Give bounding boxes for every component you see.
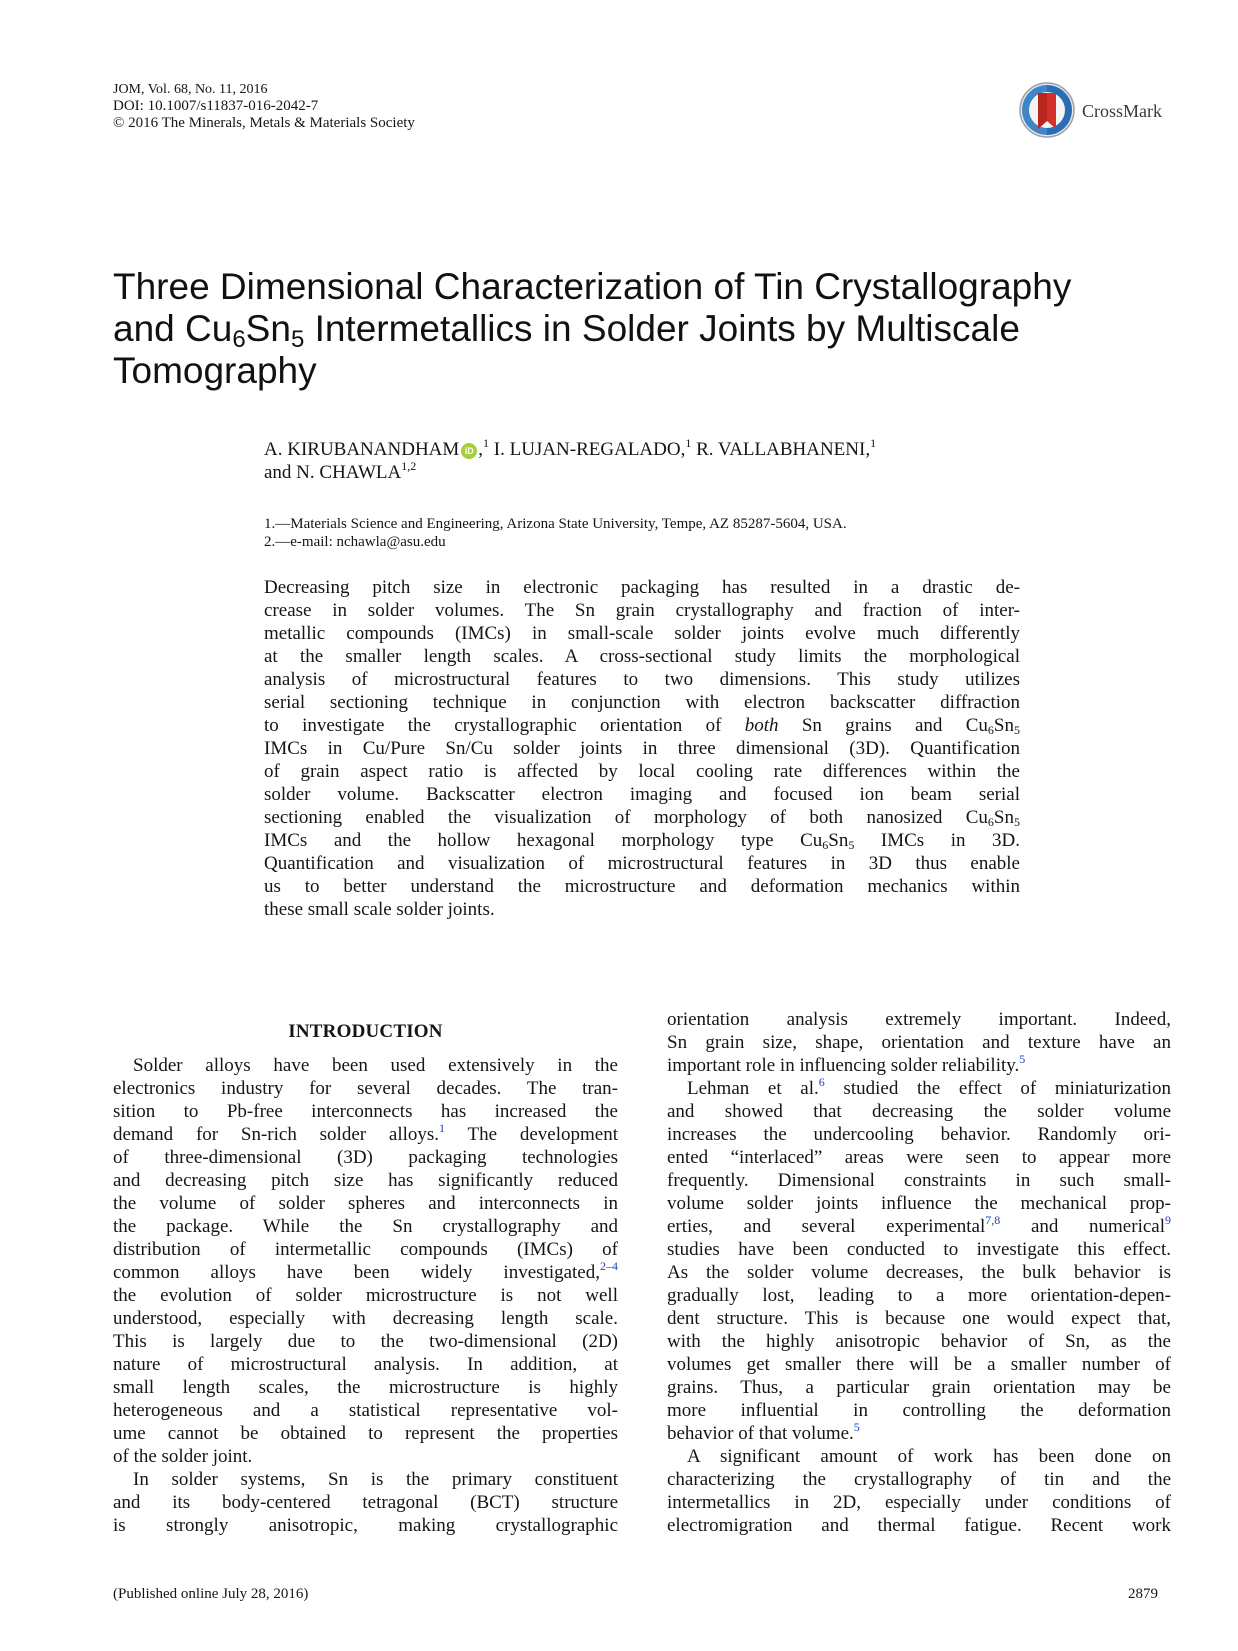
- crossmark-badge[interactable]: [1018, 81, 1188, 143]
- body-line: of three-dimensional (3D) packaging technologies: [113, 1147, 618, 1168]
- abstract-line: Quantification and visualization of microstructural features in 3D thus enable: [264, 853, 1020, 874]
- body-line: of the solder joint.: [113, 1446, 253, 1467]
- body-line: the volume of solder spheres and interconnects in: [113, 1193, 618, 1214]
- body-line: Sn grain size, shape, orientation and texture have an: [667, 1032, 1171, 1053]
- body-line: This is largely due to the two-dimensional (2D): [113, 1331, 618, 1352]
- abstract-line: of grain aspect ratio is affected by local cooling rate differences within the: [264, 761, 1020, 782]
- title-line-3: Tomography: [113, 350, 317, 391]
- body-line: understood, especially with decreasing length scale.: [113, 1308, 618, 1329]
- author-name: and N. CHAWLA: [264, 462, 402, 483]
- body-line: characterizing the crystallography of tin and the: [667, 1469, 1171, 1490]
- body-line: increases the undercooling behavior. Randomly ori-: [667, 1124, 1171, 1145]
- page-number: 2879: [1128, 1586, 1158, 1602]
- column-right: [667, 1008, 1171, 1537]
- abstract-line: IMCs and the hollow hexagonal morphology type $Cu_6Sn_5$ IMCs in 3D.: [264, 830, 1020, 852]
- body-line: electronics industry for several decades. The tran-: [113, 1078, 618, 1099]
- citation-link[interactable]: 5: [1019, 1052, 1026, 1066]
- abstract-line: metallic compounds (IMCs) in small-scale solder joints evolve much differently: [264, 623, 1020, 644]
- citation-link[interactable]: 2–4: [600, 1259, 618, 1273]
- citation-link[interactable]: 5: [853, 1420, 860, 1434]
- article-metadata: [113, 81, 415, 132]
- citation-link[interactable]: 9: [1165, 1213, 1171, 1227]
- abstract-line: solder volume. Backscatter electron imaging and focused ion beam serial: [264, 784, 1020, 805]
- abstract-line: Decreasing pitch size in electronic packaging has resulted in a drastic de-: [264, 577, 1020, 598]
- publication-date: (Published online July 28, 2016): [113, 1586, 309, 1602]
- section-heading-introduction: INTRODUCTION: [288, 1021, 443, 1042]
- author-list: [264, 438, 876, 484]
- body-line: dent structure. This is because one would expect that,: [667, 1308, 1171, 1329]
- title-line-2: and $Cu_6Sn_5$ Intermetallics in Solder Joints by Multiscale: [113, 308, 1020, 353]
- citation-link[interactable]: 1: [439, 1121, 446, 1135]
- author-name: R. VALLABHANENI,: [691, 439, 871, 460]
- body-line: demand for Sn-rich solder alloys.$^1$ The development: [113, 1121, 618, 1145]
- body-line: orientation analysis extremely important. Indeed,: [667, 1009, 1171, 1030]
- body-line: grains. Thus, a particular grain orientation may be: [667, 1377, 1171, 1398]
- body-line: with the highly anisotropic behavior of Sn, as the: [667, 1331, 1171, 1352]
- body-line: Lehman et al.$^6$ studied the effect of miniaturization: [687, 1075, 1171, 1099]
- body-line: common alloys have been widely investigated,$^{2-4}$: [113, 1259, 618, 1283]
- affiliations: [264, 515, 847, 551]
- body-line: erties, and several experimental$^{7,8}$ and numerical$^9$: [667, 1213, 1171, 1237]
- body-line: and showed that decreasing the solder volume: [667, 1101, 1171, 1122]
- abstract-line: at the smaller length scales. A cross-sectional study limits the morphological: [264, 646, 1020, 667]
- citation-link[interactable]: 6: [818, 1075, 825, 1089]
- author-name: A. KIRUBANANDHAM: [264, 439, 460, 460]
- abstract-line: analysis of microstructural features to two dimensions. This study utilizes: [264, 669, 1020, 690]
- abstract-line: to investigate the crystallographic orientation of both Sn grains and $Cu_6Sn_5$: [264, 715, 1020, 737]
- copyright: © 2016 The Minerals, Metals & Materials Society: [113, 115, 415, 131]
- body-line: more influential in controlling the deformation: [667, 1400, 1171, 1421]
- article-title: [113, 266, 1113, 392]
- body-line: and decreasing pitch size has significantly reduced: [113, 1170, 618, 1191]
- affiliation-2[interactable]: 2.—e-mail: nchawla@asu.edu: [264, 534, 446, 550]
- crossmark-icon: [1018, 81, 1076, 139]
- orcid-icon[interactable]: iD: [461, 443, 477, 459]
- body-line: heterogeneous and a statistical representative vol-: [113, 1400, 618, 1421]
- body-line: distribution of intermetallic compounds (IMCs) of: [113, 1239, 618, 1260]
- body-line: the evolution of solder microstructure is not well: [113, 1285, 618, 1306]
- body-line: gradually lost, leading to a more orientation-depen-: [667, 1285, 1171, 1306]
- body-line: electromigration and thermal fatigue. Recent work: [667, 1515, 1171, 1536]
- column-left: [113, 1020, 618, 1537]
- authors-line-1: A. KIRUBANANDHAM iD ,$^1$ I. LUJAN-REGALADO,$^1$ R. VALLABHANENI,$^1$: [264, 436, 877, 460]
- body-line: is strongly anisotropic, making crystallographic: [113, 1515, 618, 1536]
- abstract-line: sectioning enabled the visualization of morphology of both nanosized $Cu_6Sn_5$: [264, 807, 1020, 829]
- body-line: A significant amount of work has been done on: [687, 1446, 1171, 1467]
- body-line: ented “interlaced” areas were seen to appear more: [667, 1147, 1171, 1168]
- title-line-1: Three Dimensional Characterization of Tin Crystallography: [113, 266, 1072, 307]
- abstract: [264, 576, 1020, 921]
- body-line: nature of microstructural analysis. In addition, at: [113, 1354, 618, 1375]
- body-line: important role in influencing solder reliability.$^5$: [667, 1052, 1026, 1076]
- doi[interactable]: DOI: 10.1007/s11837-016-2042-7: [113, 98, 319, 114]
- body-line: and its body-centered tetragonal (BCT) structure: [113, 1492, 618, 1513]
- body-line: the package. While the Sn crystallography and: [113, 1216, 618, 1237]
- body-line: volumes get smaller there will be a smaller number of: [667, 1354, 1171, 1375]
- abstract-line: IMCs in Cu/Pure Sn/Cu solder joints in three dimensional (3D). Quantification: [264, 738, 1020, 759]
- body-line: In solder systems, Sn is the primary constituent: [133, 1469, 618, 1490]
- body-line: studies have been conducted to investigate this effect.: [667, 1239, 1171, 1260]
- body-line: As the solder volume decreases, the bulk behavior is: [667, 1262, 1171, 1283]
- authors-line-2: and N. CHAWLA$^{1,2}$: [264, 459, 417, 483]
- body-line: ume cannot be obtained to represent the properties: [113, 1423, 618, 1444]
- journal-citation: JOM, Vol. 68, No. 11, 2016: [113, 82, 268, 97]
- crossmark-label: CrossMark: [1082, 101, 1162, 121]
- affiliation-1: 1.—Materials Science and Engineering, Arizona State University, Tempe, AZ 85287-5604, USA.: [264, 516, 847, 532]
- author-name: I. LUJAN-REGALADO,: [489, 439, 686, 460]
- body-line: sition to Pb-free interconnects has increased the: [113, 1101, 618, 1122]
- abstract-line: serial sectioning technique in conjunction with electron backscatter diffraction: [264, 692, 1020, 713]
- body-line: intermetallics in 2D, especially under conditions of: [667, 1492, 1171, 1513]
- abstract-line: crease in solder volumes. The Sn grain crystallography and fraction of inter-: [264, 600, 1020, 621]
- body-line: Solder alloys have been used extensively in the: [133, 1055, 618, 1076]
- citation-link[interactable]: 7,8: [985, 1213, 1001, 1227]
- abstract-line: these small scale solder joints.: [264, 899, 495, 920]
- body-line: small length scales, the microstructure is highly: [113, 1377, 618, 1398]
- body-line: volume solder joints influence the mechanical prop-: [667, 1193, 1171, 1214]
- abstract-line: us to better understand the microstructure and deformation mechanics within: [264, 876, 1020, 897]
- body-line: behavior of that volume.$^5$: [667, 1420, 860, 1444]
- body-line: frequently. Dimensional constraints in such small-: [667, 1170, 1171, 1191]
